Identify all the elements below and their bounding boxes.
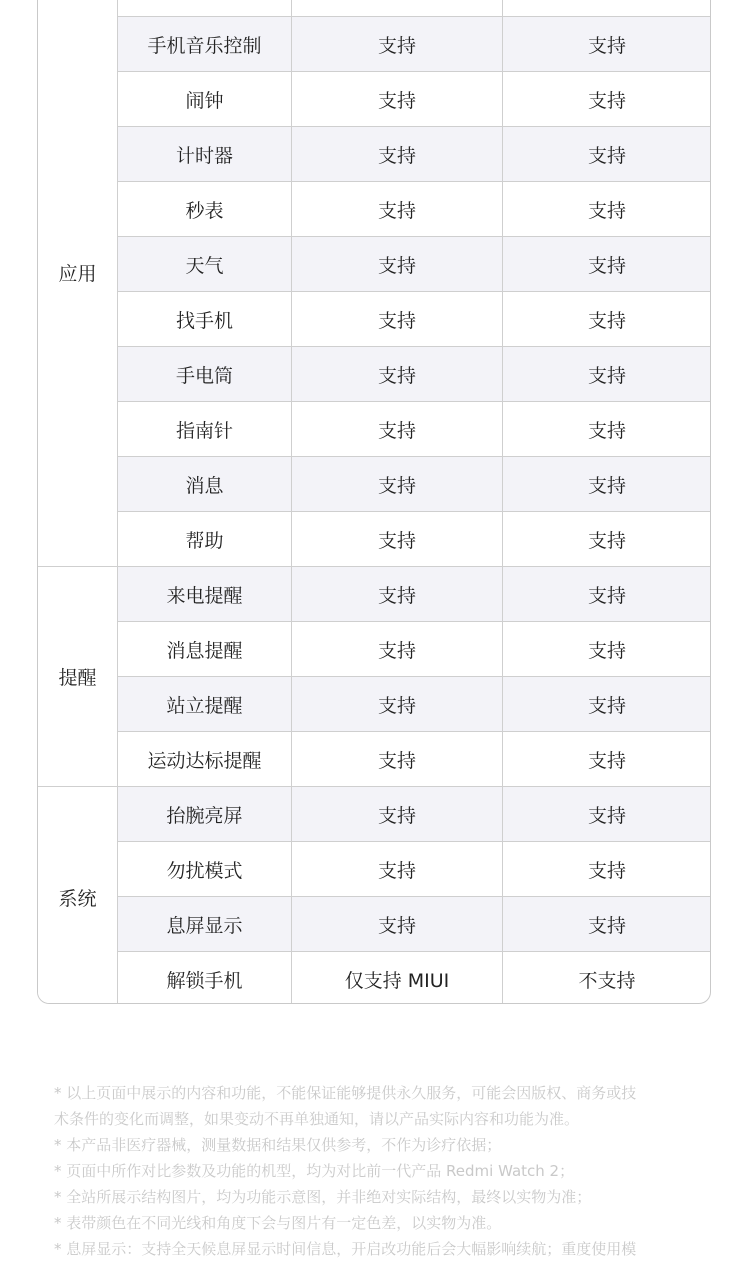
support-cell — [502, 0, 711, 16]
support-cell: 支持 — [291, 127, 502, 181]
support-cell: 支持 — [291, 622, 502, 676]
note-line: * 息屏显示：支持全天候息屏显示时间信息，开启改功能后会大幅影响续航；重度使用模 — [54, 1240, 637, 1258]
note-line: * 以上页面中展示的内容和功能，不能保证能够提供永久服务，可能会因版权、商务或技 — [54, 1084, 637, 1102]
support-cell: 支持 — [502, 622, 711, 676]
feature-cell: 抬腕亮屏 — [117, 787, 291, 841]
table-row — [117, 17, 711, 72]
feature-cell: 息屏显示 — [117, 897, 291, 951]
disclaimer-notes — [54, 1080, 714, 1262]
feature-cell: 帮助 — [117, 512, 291, 566]
support-cell: 支持 — [502, 787, 711, 841]
support-cell: 支持 — [502, 457, 711, 511]
support-cell: 不支持 — [502, 952, 711, 1004]
support-cell: 支持 — [502, 567, 711, 621]
feature-cell: 指南针 — [117, 402, 291, 456]
table-row — [117, 182, 711, 237]
feature-cell: 找手机 — [117, 292, 291, 346]
feature-cell: 站立提醒 — [117, 677, 291, 731]
feature-cell: 来电提醒 — [117, 567, 291, 621]
feature-cell: 运动达标提醒 — [117, 732, 291, 786]
table-row — [117, 897, 711, 952]
support-cell — [291, 0, 502, 16]
note-line: * 页面中所作对比参数及功能的机型，均为对比前一代产品 Redmi Watch 2； — [54, 1162, 575, 1180]
support-cell: 支持 — [291, 732, 502, 786]
feature-cell: 勿扰模式 — [117, 842, 291, 896]
feature-cell: 天气 — [117, 237, 291, 291]
support-cell: 支持 — [291, 182, 502, 236]
support-cell: 支持 — [291, 237, 502, 291]
table-row — [117, 567, 711, 622]
group-label: 应用 — [38, 0, 117, 567]
table-row — [117, 732, 711, 787]
support-cell: 支持 — [291, 787, 502, 841]
support-cell: 支持 — [291, 17, 502, 71]
support-cell: 支持 — [502, 677, 711, 731]
support-cell: 支持 — [502, 842, 711, 896]
table-row — [117, 512, 711, 567]
support-cell: 支持 — [291, 512, 502, 566]
support-cell: 支持 — [291, 347, 502, 401]
support-cell: 支持 — [502, 127, 711, 181]
table-row — [117, 842, 711, 897]
support-cell: 支持 — [291, 567, 502, 621]
table-row — [117, 677, 711, 732]
feature-cell: 消息 — [117, 457, 291, 511]
support-cell: 支持 — [291, 842, 502, 896]
support-cell: 支持 — [502, 237, 711, 291]
table-row — [117, 347, 711, 402]
feature-cell: 计时器 — [117, 127, 291, 181]
support-cell: 支持 — [502, 732, 711, 786]
feature-cell: 解锁手机 — [117, 952, 291, 1004]
table-row — [117, 787, 711, 842]
note-line: * 本产品非医疗器械，测量数据和结果仅供参考，不作为诊疗依据； — [54, 1136, 502, 1154]
support-cell: 支持 — [291, 292, 502, 346]
support-cell: 支持 — [502, 897, 711, 951]
support-cell: 支持 — [291, 72, 502, 126]
support-cell: 仅支持 MIUI — [291, 952, 502, 1004]
table-row — [117, 457, 711, 512]
table-row — [117, 0, 711, 17]
note-line: * 全站所展示结构图片，均为功能示意图，并非绝对实际结构，最终以实物为准； — [54, 1188, 592, 1206]
table-row — [117, 292, 711, 347]
comparison-table — [37, 0, 711, 1004]
support-cell: 支持 — [502, 292, 711, 346]
table-row — [117, 72, 711, 127]
feature-cell: 手机音乐控制 — [117, 17, 291, 71]
support-cell: 支持 — [291, 677, 502, 731]
feature-cell: 消息提醒 — [117, 622, 291, 676]
support-cell: 支持 — [502, 402, 711, 456]
table-row — [117, 622, 711, 677]
note-line: * 表带颜色在不同光线和角度下会与图片有一定色差，以实物为准。 — [54, 1214, 502, 1232]
feature-cell: 手电筒 — [117, 347, 291, 401]
group-label: 系统 — [38, 787, 117, 1004]
support-cell: 支持 — [502, 347, 711, 401]
support-cell: 支持 — [502, 512, 711, 566]
support-cell: 支持 — [291, 457, 502, 511]
support-cell: 支持 — [502, 17, 711, 71]
group-label: 提醒 — [38, 567, 117, 787]
feature-cell — [117, 0, 291, 16]
note-line: 术条件的变化而调整，如果变动不再单独通知，请以产品实际内容和功能为准。 — [54, 1110, 580, 1128]
feature-cell: 秒表 — [117, 182, 291, 236]
table-row — [117, 402, 711, 457]
support-cell: 支持 — [291, 897, 502, 951]
support-cell: 支持 — [291, 402, 502, 456]
support-cell: 支持 — [502, 182, 711, 236]
table-row — [117, 127, 711, 182]
table-row — [117, 237, 711, 292]
table-row — [117, 952, 711, 1004]
feature-cell: 闹钟 — [117, 72, 291, 126]
support-cell: 支持 — [502, 72, 711, 126]
